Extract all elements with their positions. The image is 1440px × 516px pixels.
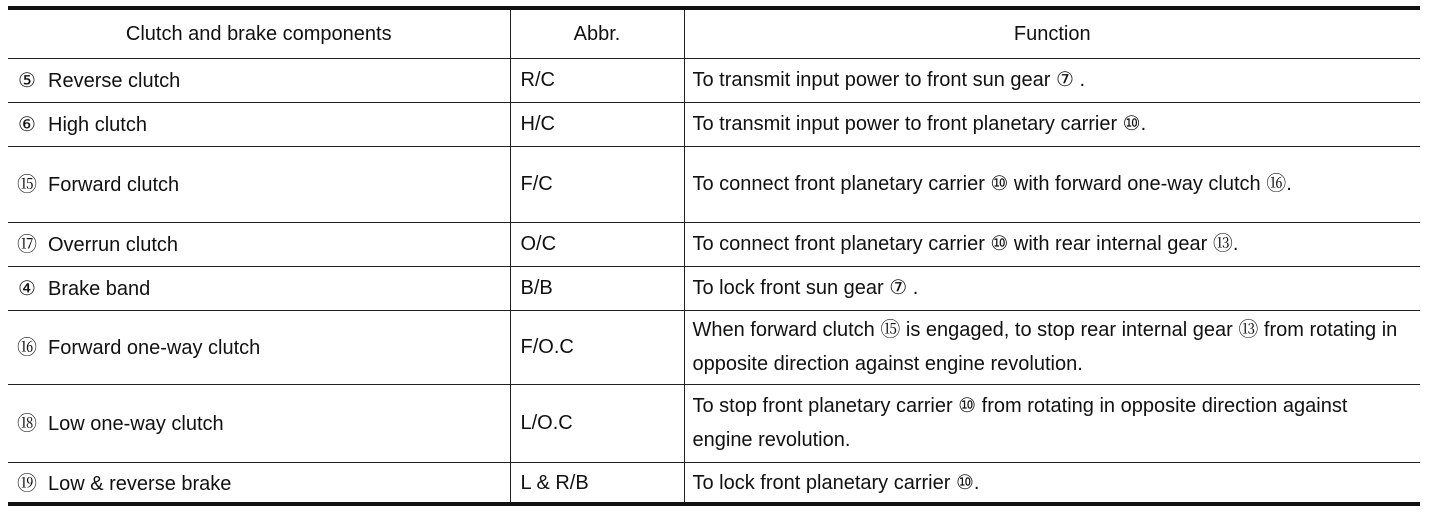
header-row <box>8 10 1420 58</box>
table-row <box>8 58 1420 102</box>
component-name: Brake band <box>48 277 151 300</box>
table-row <box>8 146 1420 222</box>
function-cell: To stop front planetary carrier ⑩ from rotating in opposite direction against engine revolution. <box>684 384 1420 462</box>
abbr-cell: B/B <box>510 266 684 310</box>
table-row <box>8 462 1420 504</box>
abbr-cell: R/C <box>510 58 684 102</box>
header-component: Clutch and brake components <box>8 10 510 58</box>
abbr-cell: L/O.C <box>510 384 684 462</box>
component-name: Forward one-way clutch <box>48 336 261 359</box>
component-cell <box>8 310 510 384</box>
function-cell: To connect front planetary carrier ⑩ with rear internal gear ⑬. <box>684 222 1420 266</box>
table-row <box>8 222 1420 266</box>
component-cell <box>8 58 510 102</box>
function-cell: To lock front sun gear ⑦ . <box>684 266 1420 310</box>
table-row <box>8 102 1420 146</box>
header-function: Function <box>684 10 1420 58</box>
abbr-cell: O/C <box>510 222 684 266</box>
abbr-cell: F/C <box>510 146 684 222</box>
abbr-cell: F/O.C <box>510 310 684 384</box>
function-cell: When forward clutch ⑮ is engaged, to stop rear internal gear ⑬ from rotating in opposite direction against engine revolution. <box>684 310 1420 384</box>
component-number: ⑲ <box>17 470 37 495</box>
component-name: Overrun clutch <box>48 233 179 256</box>
component-name: Forward clutch <box>48 173 180 196</box>
component-cell <box>8 222 510 266</box>
component-number: ⑱ <box>17 410 37 435</box>
header-abbr: Abbr. <box>510 10 684 58</box>
function-cell: To transmit input power to front sun gear ⑦ . <box>684 58 1420 102</box>
components-table <box>8 10 1420 504</box>
table-row <box>8 310 1420 384</box>
component-name: Low & reverse brake <box>48 472 232 495</box>
table-row <box>8 384 1420 462</box>
component-cell <box>8 266 510 310</box>
component-cell <box>8 146 510 222</box>
component-number: ⑥ <box>18 111 36 136</box>
component-number: ⑤ <box>18 67 36 92</box>
component-number: ⑯ <box>17 334 37 359</box>
abbr-cell: H/C <box>510 102 684 146</box>
component-number: ④ <box>18 275 36 300</box>
abbr-cell: L & R/B <box>510 462 684 504</box>
function-cell: To transmit input power to front planetary carrier ⑩. <box>684 102 1420 146</box>
component-cell <box>8 384 510 462</box>
function-cell: To lock front planetary carrier ⑩. <box>684 462 1420 504</box>
component-number: ⑮ <box>17 171 37 196</box>
table-row <box>8 266 1420 310</box>
component-cell <box>8 462 510 504</box>
component-number: ⑰ <box>17 231 37 256</box>
component-cell <box>8 102 510 146</box>
bottom-rule <box>8 502 1420 506</box>
component-name: Low one-way clutch <box>48 412 224 435</box>
function-cell: To connect front planetary carrier ⑩ with forward one-way clutch ⑯. <box>684 146 1420 222</box>
component-name: Reverse clutch <box>48 69 181 92</box>
component-name: High clutch <box>48 113 147 136</box>
